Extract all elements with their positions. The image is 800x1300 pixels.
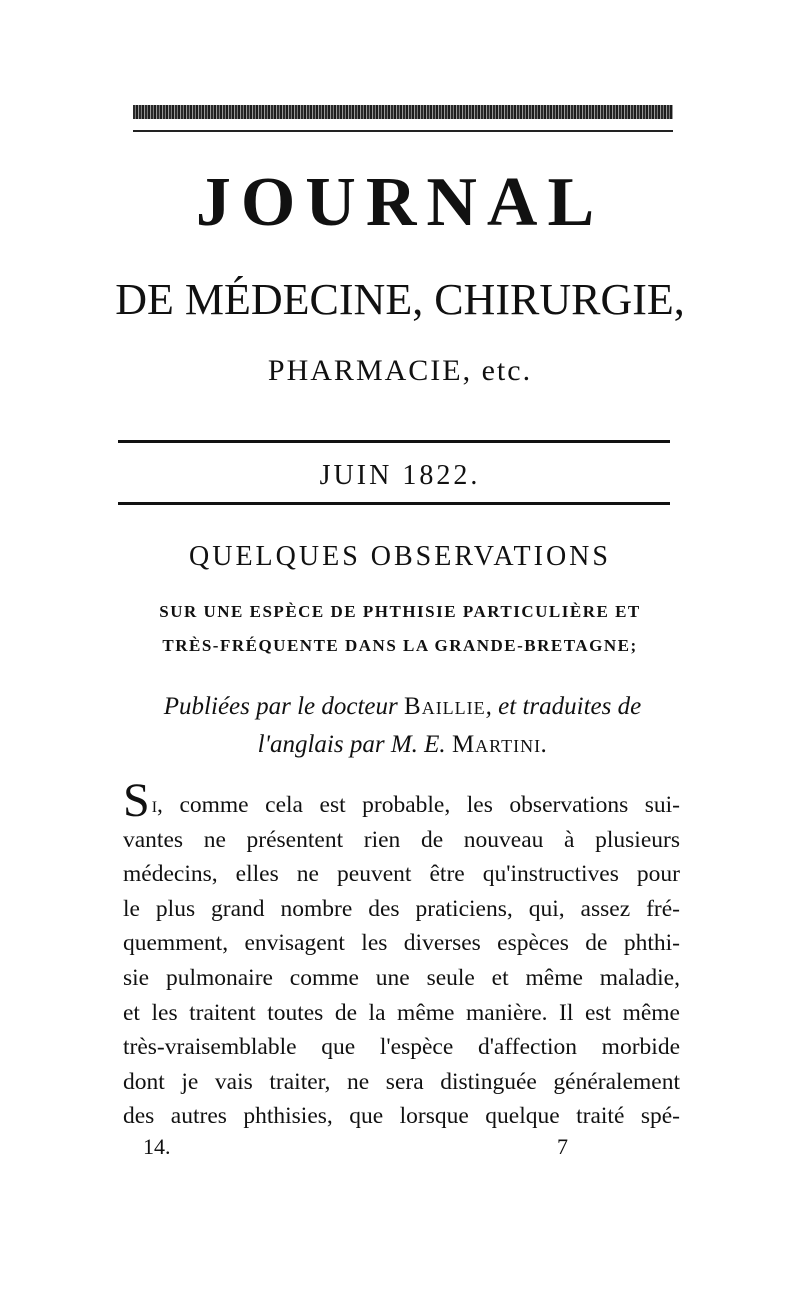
journal-subtitle-2: PHARMACIE, etc. [267, 354, 533, 387]
article-subtitle-line: SUR UNE ESPÈCE DE PHTHISIE PARTICULIÈRE ET [159, 602, 641, 621]
drop-cap-rest: i [151, 792, 158, 818]
body-line: sie pulmonaire comme une seule et même maladie, [123, 964, 680, 991]
decorative-rule [133, 130, 673, 132]
issue-date: JUIN 1822. [319, 460, 481, 491]
article-subtitle [100, 595, 700, 663]
byline-text: . [541, 731, 548, 758]
translator-name: Martini [451, 731, 542, 758]
author-name: Baillie [404, 693, 486, 720]
article-byline [130, 688, 675, 764]
journal-title: JOURNAL [195, 164, 605, 241]
body-line-text: , comme cela est probable, les observations sui- [157, 792, 680, 818]
byline-text: l'anglais par [257, 731, 385, 758]
journal-subtitle: DE MÉDECINE, CHIRURGIE, [115, 275, 685, 324]
body-line: et les traitent toutes de la même manière. Il est même [123, 999, 680, 1026]
page-number: 7 [557, 1134, 568, 1159]
decorative-band [133, 105, 673, 119]
byline-text: Publiées par le docteur [163, 693, 398, 720]
body-line: le plus grand nombre des praticiens, qui, assez fré- [123, 895, 680, 922]
body-line: quemment, envisagent les diverses espèces de phthi- [123, 930, 680, 957]
byline-text: , et traduites de [485, 693, 642, 720]
drop-cap: S [123, 774, 150, 827]
article-title: QUELQUES OBSERVATIONS [189, 541, 611, 572]
article-body [123, 774, 680, 1134]
byline-text: M. E. [390, 731, 446, 758]
body-line: médecins, elles ne peuvent être qu'instructives pour [123, 861, 680, 888]
body-line: des autres phthisies, que lorsque quelque traité spé- [123, 1103, 680, 1130]
body-line [123, 774, 680, 827]
date-rule-top [118, 440, 670, 443]
body-line: dont je vais traiter, ne sera distinguée généralement [123, 1068, 680, 1095]
body-line: très-vraisemblable que l'espèce d'affection morbide [123, 1034, 680, 1061]
signature-mark: 14. [143, 1134, 171, 1159]
date-rule-bottom [118, 502, 670, 505]
body-line: vantes ne présentent rien de nouveau à plusieurs [123, 826, 680, 853]
article-subtitle-line: TRÈS-FRÉQUENTE DANS LA GRANDE-BRETAGNE; [162, 636, 638, 655]
